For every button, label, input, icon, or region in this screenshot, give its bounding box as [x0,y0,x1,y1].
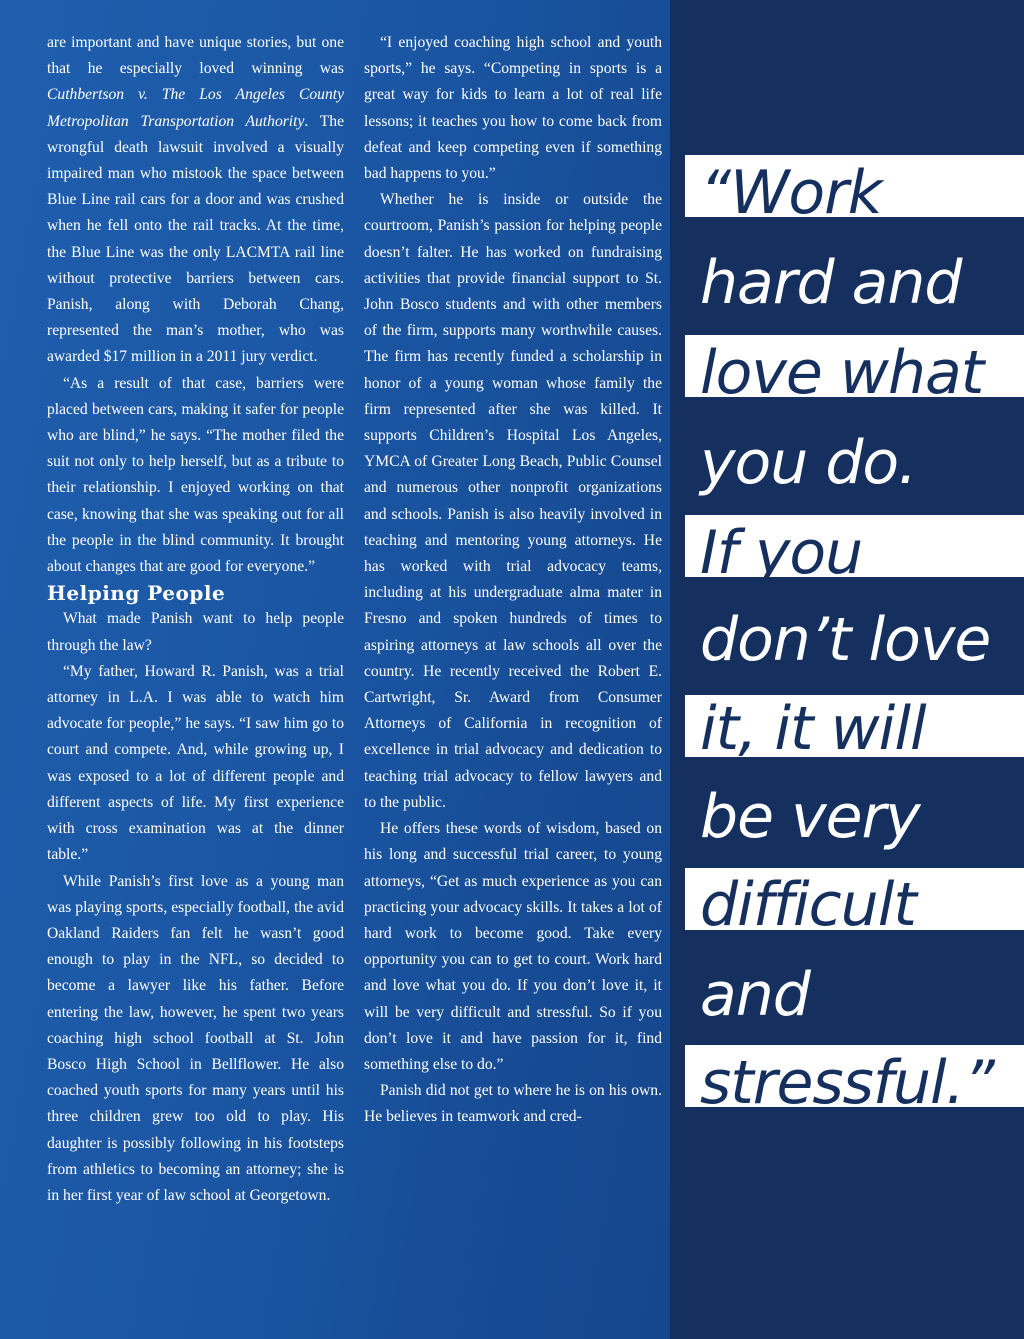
article-column-left [47,30,344,1209]
article-paragraph: While Panish’s first love as a young man was playing sports, especially football, the avid Oakland Raiders fan felt he wasn’t good enough to play in the NFL, so decided to become a lawyer like his father. Before entering the law, however, he spent two years coaching high school football at St. John Bosco High School in Bellflower. He also coached youth sports for many years until his three children grew too old to play. His daughter is possibly following in his footsteps from athletics to becoming an attorney; she is in her first year of law school at Georgetown. [47,872,344,1204]
article-column-middle [364,30,662,1131]
pull-quote-line: don’t love [700,605,991,675]
article-paragraph: “My father, Howard R. Panish, was a trial attorney in L.A. I was able to watch him advocate for people,” he says. “I saw him go to court and compete. And, while growing up, I was exposed to a lot of different people and different aspects of life. My first experience with cross examination was at the dinner table.” [47,662,344,864]
article-paragraph [47,30,344,371]
paragraph-text: are important and have unique stories, but one that he especially loved winning was [47,34,344,78]
section-heading: Helping People [47,581,226,606]
pull-quote-line: difficult [700,870,916,940]
pull-quote-line: you do. [700,428,917,498]
pull-quote-line: “Work [700,158,882,228]
pull-quote-line: and [700,960,810,1030]
article-paragraph: Whether he is inside or outside the courtroom, Panish’s passion for helping people doesn’t falter. He has worked on fundraising activities that provide financial support to St. John Bosco students and with other members of the firm, supports many worthwhile causes. The firm has recently funded a scholarship in honor of a young woman whose family the firm represented after she was killed. It supports Children’s Hospital Los Angeles, YMCA of Greater Long Beach, Public Counsel and numerous other nonprofit organizations and schools. Panish is also heavily involved in teaching and mentoring young attorneys. He has worked with trial advocacy teams, including at his undergraduate alma mater in Fresno and spoken hundreds of times to aspiring attorneys at law schools all over the country. He recently received the Robert E. Cartwright, Sr. Award from Consumer Attorneys of California in recognition of excellence in trial advocacy and dedication to teaching trial advocacy to fellow lawyers and to the public. [364,191,662,811]
article-paragraph: Panish did not get to where he is on his own. He believes in teamwork and cred- [364,1082,662,1126]
paragraph-text: . The wrongful death lawsuit involved a visually impaired man who mistook the space between Blue Line rail cars for a door and was crushed when he fell onto the rail tracks. At the time, the Blue Line was the only LACMTA rail line without protective barriers between cars. Panish, along with Deborah Chang, represented the man’s mother, who was awarded $17 million in a 2011 jury verdict. [47,112,344,366]
article-paragraph: “I enjoyed coaching high school and youth sports,” he says. “Competing in sports is a great way for kids to learn a lot of real life lessons; it teaches you how to come back from defeat and keep competing even if something bad happens to you.” [364,34,662,183]
pull-quote-line: love what [700,338,984,408]
article-paragraph: What made Panish want to help people through the law? [47,610,344,654]
article-paragraph: He offers these words of wisdom, based on his long and successful trial career, to young attorneys, “Get as much experience as you can practicing your advocacy skills. It takes a lot of hard work to become good. Take every opportunity you can to get to court. Work hard and love what you do. If you don’t love it, it will be very difficult and stressful. So if you don’t love it and have passion for it, find something else to do.” [364,820,662,1073]
pull-quote-line: If you [700,518,863,588]
case-name: Cuthbertson v. The Los Angeles County Metropolitan Transportation Authority [47,86,344,130]
pull-quote-line: be very [700,782,920,852]
pull-quote-line: stressful.” [700,1048,994,1118]
pull-quote-line: it, it will [700,694,926,764]
pull-quote-line: hard and [700,248,962,318]
article-paragraph: “As a result of that case, barriers were placed between cars, making it safer for people who are blind,” he says. “The mother filed the suit not only to help herself, but as a tribute to their relationship. I enjoyed working on that case, knowing that she was speaking out for all the people in the blind community. It brought about changes that are good for everyone.” [47,374,344,576]
